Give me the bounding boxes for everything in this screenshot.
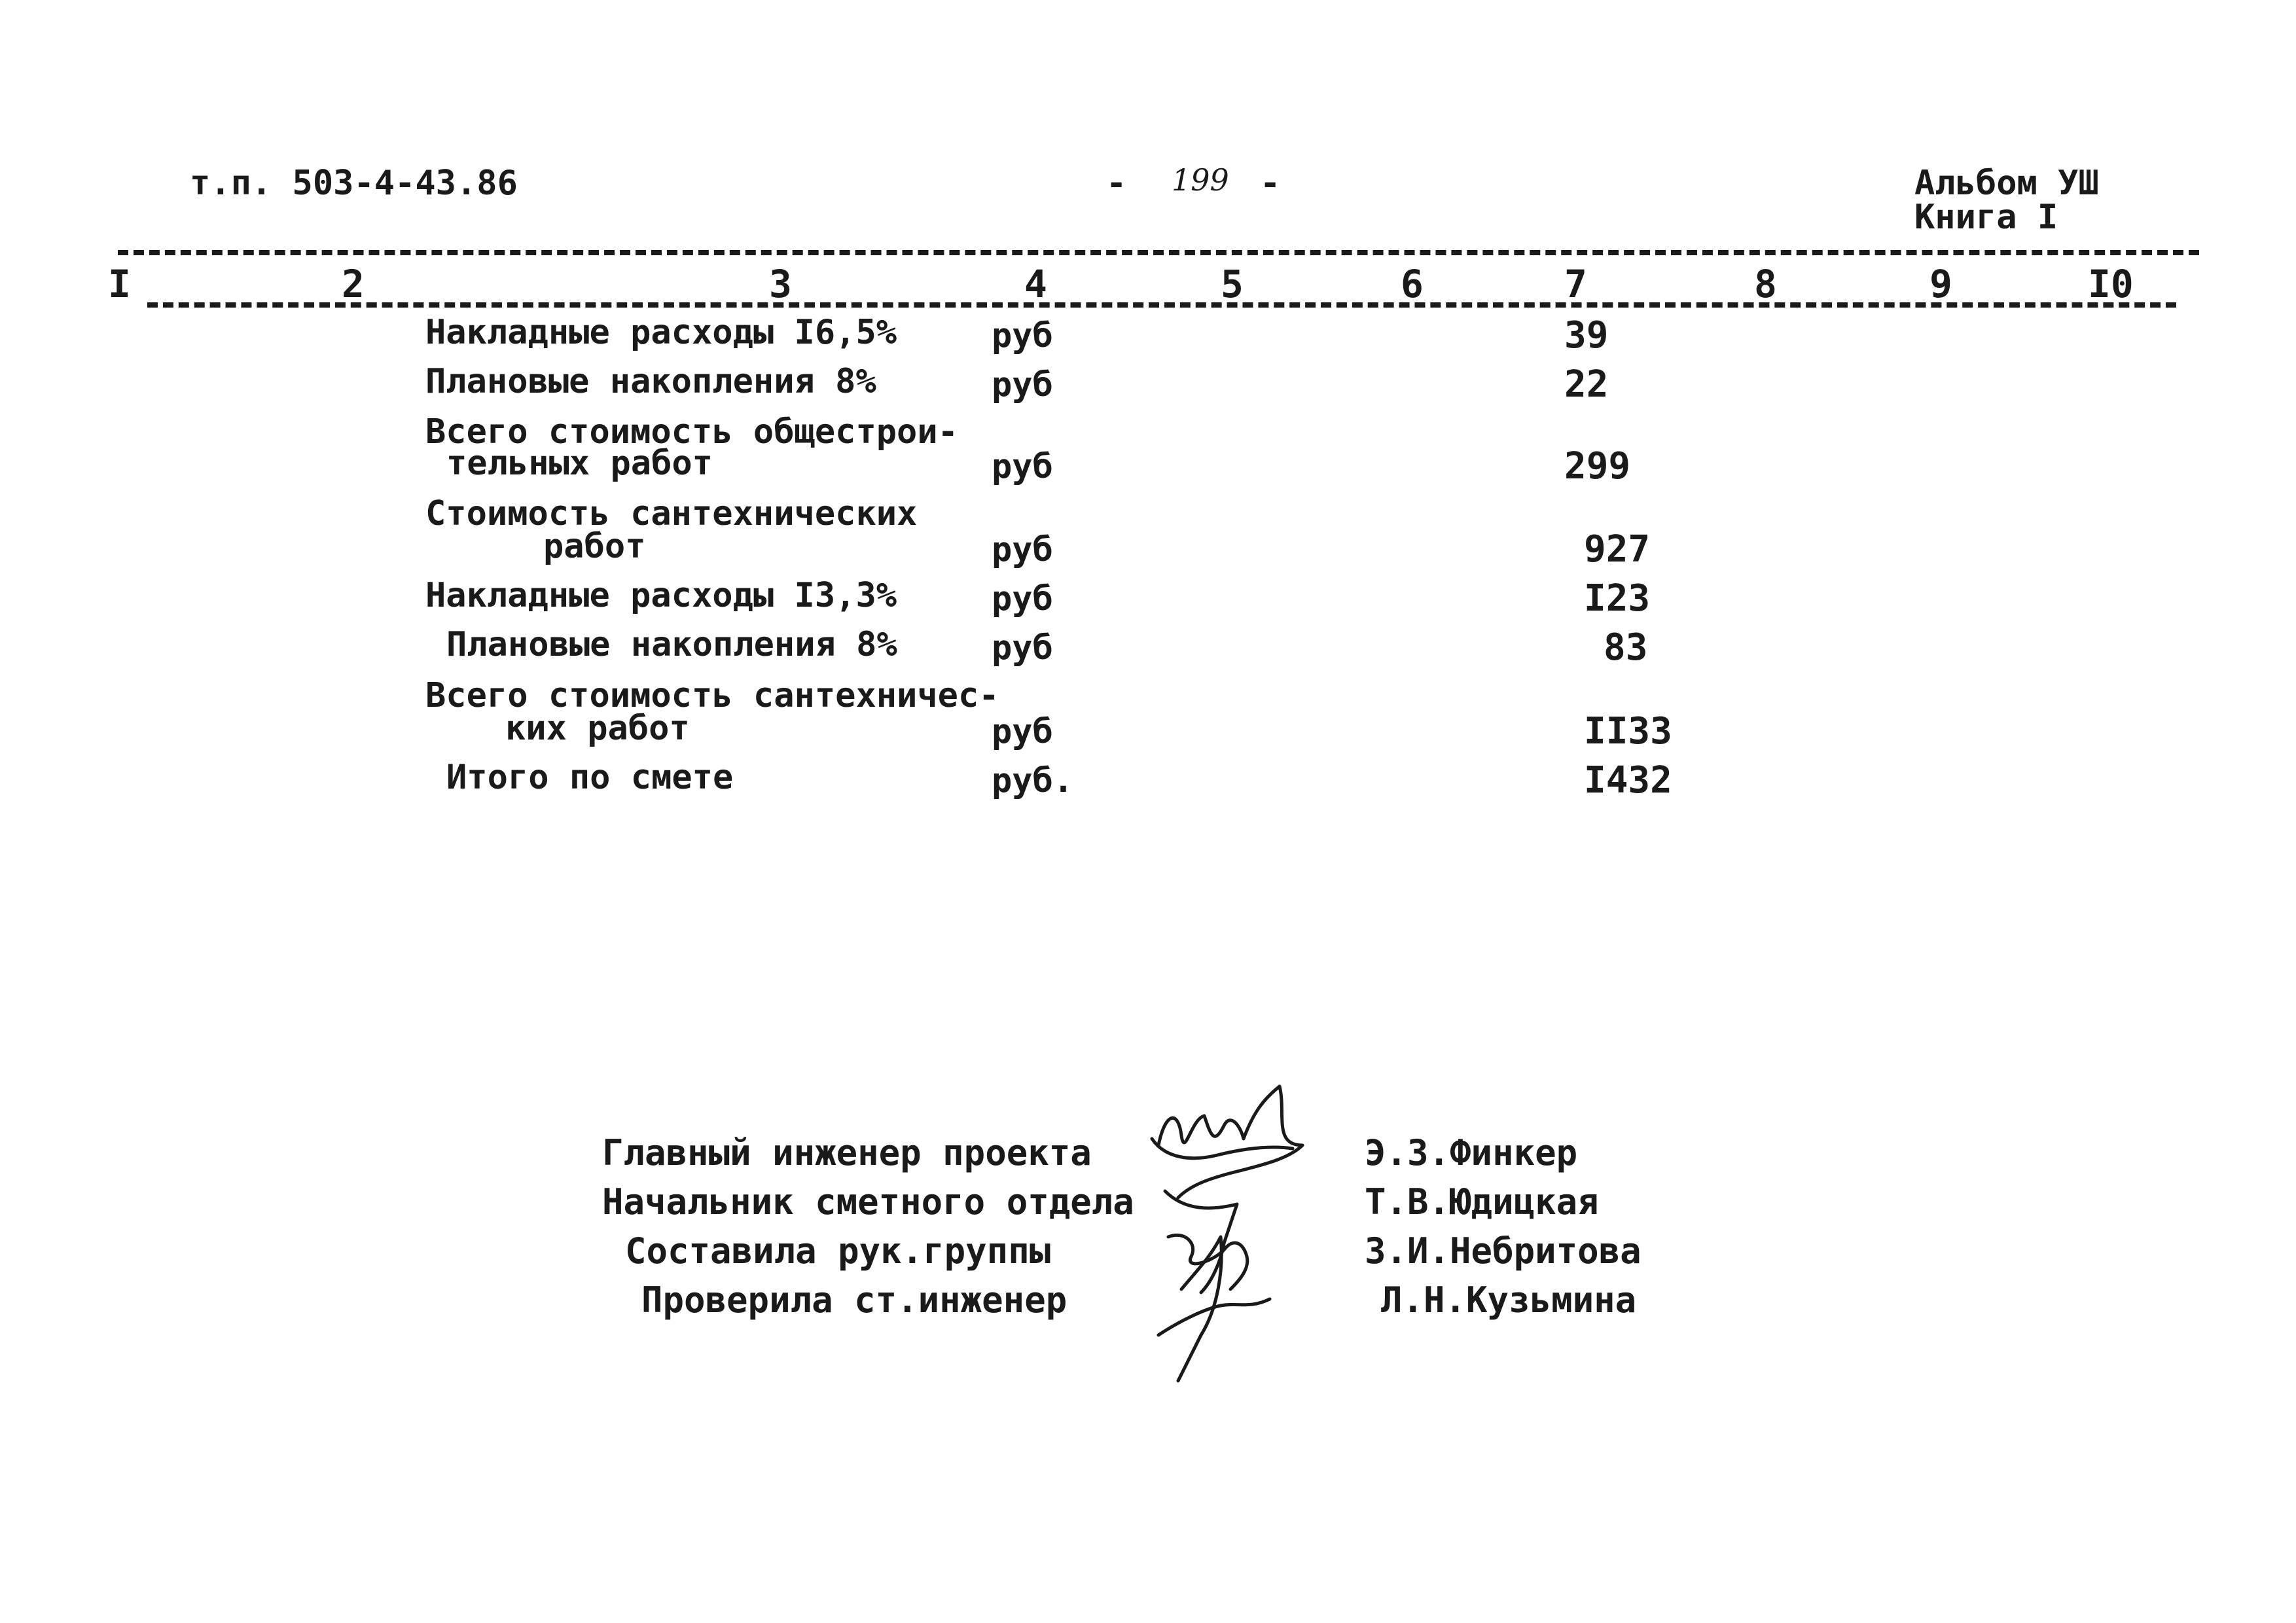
row-value: 39 (1564, 314, 1609, 357)
column-number: 6 (1401, 262, 1424, 306)
column-number: I (108, 262, 131, 306)
row-label: Стоимость сантехнических (425, 494, 918, 533)
row-label-continuation: ких работ (505, 709, 690, 748)
header-dashed-rule (147, 302, 2176, 308)
signatory-role: Проверила ст.инженер (641, 1279, 1067, 1321)
page-number: 199 (1172, 162, 1229, 198)
row-label-continuation: тельных работ (446, 444, 713, 483)
signatory-name: З.И.Небритова (1365, 1230, 1641, 1272)
row-label: Плановые накопления 8% (425, 362, 876, 401)
book-label: Книга I (1914, 198, 2058, 237)
signatory-role: Начальник сметного отдела (602, 1181, 1134, 1222)
row-unit: руб (992, 447, 1053, 486)
page-dash-right: - (1260, 164, 1281, 203)
row-unit: руб. (992, 761, 1074, 800)
page-dash-left: - (1106, 164, 1127, 203)
row-unit: руб (992, 365, 1053, 404)
row-value: 927 (1584, 528, 1651, 571)
row-label: Накладные расходы I3,3% (425, 576, 897, 615)
top-dashed-rule (118, 250, 2199, 255)
row-unit: руб (992, 579, 1053, 618)
row-value: 299 (1564, 445, 1631, 488)
signatory-role: Составила рук.группы (625, 1230, 1051, 1272)
signatory-role: Главный инженер проекта (602, 1132, 1092, 1173)
row-unit: руб (992, 628, 1053, 668)
column-number: 9 (1929, 262, 1952, 306)
signatory-name: Т.В.Юдицкая (1365, 1181, 1599, 1222)
column-number: 3 (769, 262, 792, 306)
column-number: 5 (1221, 262, 1244, 306)
row-value: I432 (1584, 759, 1672, 802)
column-number: 8 (1754, 262, 1777, 306)
row-value: 83 (1604, 626, 1648, 669)
row-value: I23 (1584, 577, 1651, 620)
row-unit: руб (992, 316, 1053, 355)
column-number: 4 (1024, 262, 1047, 306)
row-unit: руб (992, 712, 1053, 751)
signatory-name: Э.З.Финкер (1365, 1132, 1578, 1173)
column-number: 7 (1564, 262, 1587, 306)
column-number: 2 (342, 262, 365, 306)
row-label: Итого по смете (446, 758, 734, 797)
column-number: I0 (2088, 262, 2134, 306)
row-label: Плановые накопления 8% (446, 625, 897, 664)
handwritten-signatures (1139, 1073, 1335, 1400)
document-reference: т.п. 503-4-43.86 (190, 164, 518, 203)
album-label: Альбом УШ (1914, 164, 2099, 203)
row-label: Всего стоимость сантехничес- (425, 676, 999, 715)
row-value: 22 (1564, 363, 1609, 406)
row-label: Всего стоимость общестрои- (425, 412, 958, 452)
row-label-continuation: работ (543, 527, 646, 566)
row-unit: руб (992, 530, 1053, 569)
signatory-name: Л.Н.Кузьмина (1381, 1279, 1637, 1321)
row-label: Накладные расходы I6,5% (425, 313, 897, 352)
row-value: II33 (1584, 710, 1672, 753)
